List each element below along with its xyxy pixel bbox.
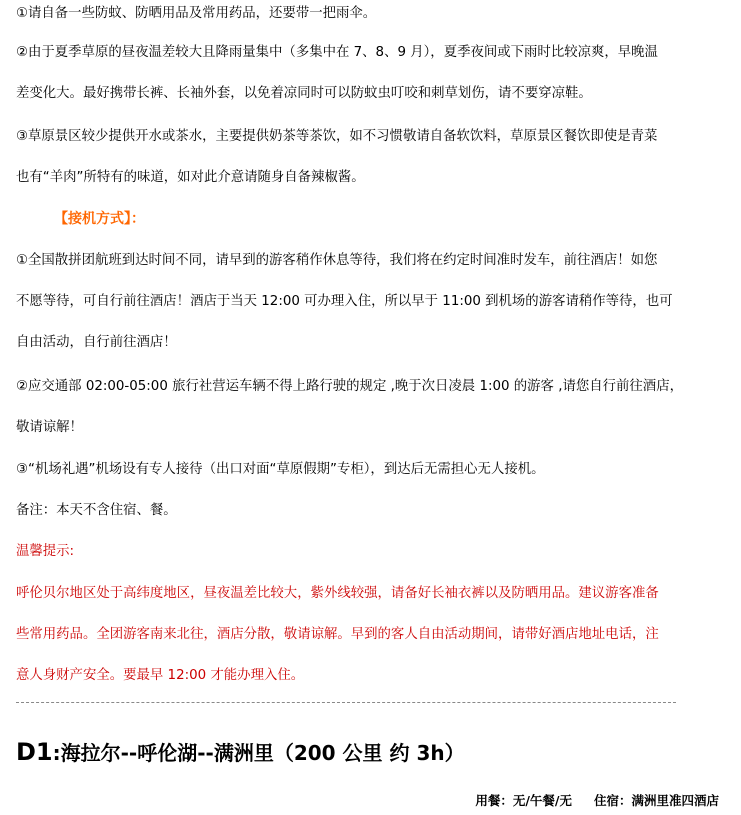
tip-item-2 — [16, 32, 728, 114]
warm-tips-line-1: 呼伦贝尔地区处于高纬度地区，昼夜温差比较大，紫外线较强，请备好长袖衣裤以及防晒用品。建议游客准备 — [16, 586, 659, 601]
day-1-meals: 用餐：无/午餐/无 — [475, 793, 572, 808]
day-1-meals-hotel — [475, 790, 719, 812]
tip-item-3 — [16, 116, 728, 198]
warm-tips-heading — [16, 531, 728, 572]
tip-item-2-line-2: 差变化大。最好携带长裤、长袖外套，以免着凉同时可以防蚊虫叮咬和刺草划伤，请不要穿凉鞋。 — [16, 86, 592, 101]
tip-item-2-line-1: ②由于夏季草原的昼夜温差较大且降雨量集中（多集中在 7、8、9 月），夏季夜间或下雨时比较凉爽，早晚温 — [16, 45, 658, 60]
pickup-item-3-text: ③“机场礼遇”机场设有专人接待（出口对面“草原假期”专柜），到达后无需担心无人接机。 — [16, 462, 545, 477]
warm-tips-heading-text: 温馨提示: — [16, 544, 75, 559]
pickup-item-2-line-1: ②应交通部 02:00-05:00 旅行社营运车辆不得上路行驶的规定 ,晚于次日凌晨 1:00 的游客 ,请您自行前往酒店， — [16, 379, 683, 394]
section-divider — [16, 702, 676, 703]
pickup-heading: 【接机方式】： — [54, 211, 145, 227]
day-1-route: :海拉尔--呼伦湖--满洲里（200 公里 约 3h） — [52, 741, 465, 765]
pickup-note — [16, 490, 728, 531]
pickup-item-1 — [16, 240, 728, 363]
pickup-item-1-line-3: 自由活动，自行前往酒店！ — [16, 335, 177, 350]
pickup-item-1-line-1: ①全国散拼团航班到达时间不同，请早到的游客稍作休息等待，我们将在约定时间准时发车，前往酒店！如您 — [16, 253, 658, 268]
day-1-label: D1 — [16, 738, 53, 766]
day-1-hotel: 住宿：满洲里准四酒店 — [593, 793, 719, 808]
pickup-item-2-line-2: 敬请谅解！ — [16, 420, 83, 435]
warm-tips-line-3: 意人身财产安全。要最早 12:00 才能办理入住。 — [16, 668, 305, 683]
pickup-item-1-line-2: 不愿等待，可自行前往酒店！酒店于当天 12:00 可办理入住，所以早于 11:00 到机场的游客请稍作等待，也可 — [16, 294, 673, 309]
pickup-item-2 — [16, 366, 728, 448]
tip-item-1-text: ①请自备一些防蚊、防晒用品及常用药品，还要带一把雨伞。 — [16, 6, 377, 21]
tip-item-3-line-1: ③草原景区较少提供开水或茶水，主要提供奶茶等茶饮，如不习惯敬请自备软饮料，草原景区餐饮即使是青菜 — [16, 129, 658, 144]
warm-tips-body — [16, 573, 728, 696]
day-1-title — [16, 732, 465, 773]
tip-item-3-line-2: 也有“羊肉”所特有的味道，如对此介意请随身自备辣椒酱。 — [16, 170, 365, 185]
pickup-item-3 — [16, 449, 728, 490]
tip-item-1 — [16, 0, 728, 34]
pickup-note-text: 备注：本天不含住宿、餐。 — [16, 503, 177, 518]
warm-tips-line-2: 些常用药品。全团游客南来北往，酒店分散，敬请谅解。早到的客人自由活动期间，请带好酒店地址电话，注 — [16, 627, 659, 642]
